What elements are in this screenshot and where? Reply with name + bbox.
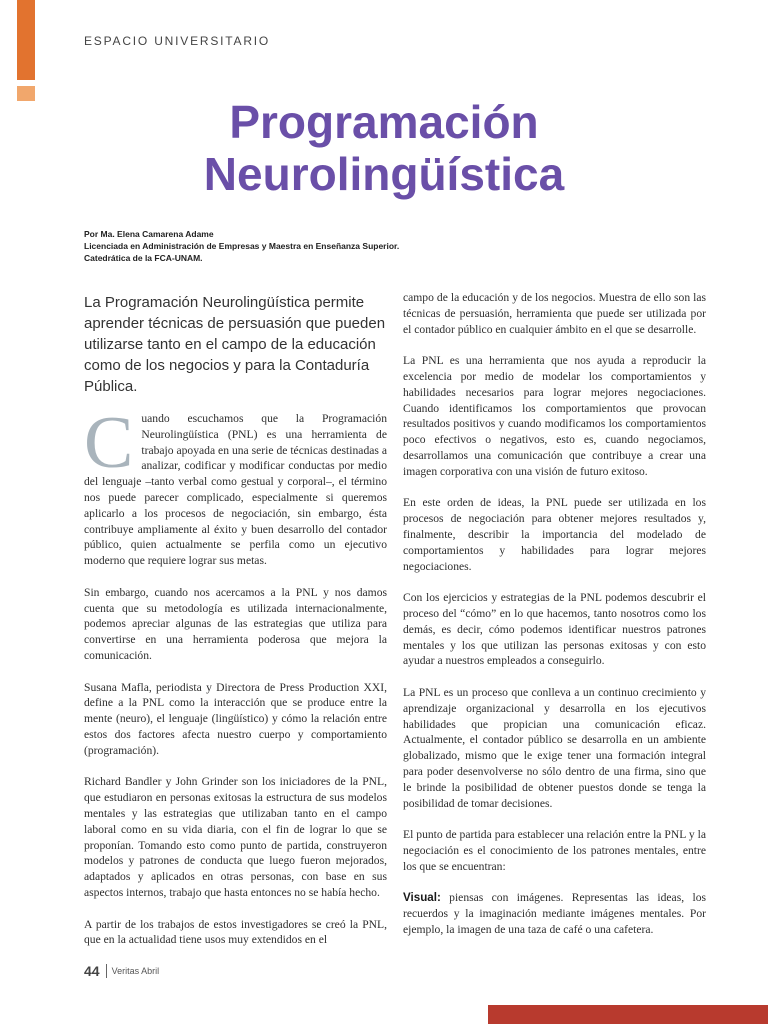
term-visual: Visual:	[403, 891, 441, 905]
left-column	[84, 292, 387, 964]
body-paragraph-8: En este orden de ideas, la PNL puede ser utilizada en los procesos de negociación para obtener mejores resultados y, finalmente, describir la importancia del modelado de comportamientos y habilidades para lograr mejores negociaciones.	[403, 496, 706, 573]
page-number: 44	[84, 963, 100, 979]
body-paragraph-1	[84, 402, 387, 569]
publication-name: Veritas Abril	[111, 966, 160, 976]
body-paragraph-9: Con los ejercicios y estrategias de la PNL podemos descubrir el proceso del “cómo” en lo que hacemos, tanto nosotros como los demás, es decir, cómo podemos identificar nuestros patrones mentales y los que utilizan las personas exitosas y con esto ayudar a nuestros empleados a conseguirlo.	[403, 591, 706, 668]
footer-divider	[106, 964, 107, 978]
drop-cap: C	[84, 402, 134, 484]
body-paragraph-1-text: uando escuchamos que la Programación Neurolingüística (PNL) es una herramienta de trabajo apoyada en una serie de técnicas destinadas a analizar, codificar y modificar conductas por medio del lenguaje –tanto verbal como gestual y corporal–, el término nos puede parecer complicado, especialmente si queremos aplicarlo a los procesos de negociación, sin embargo, ésta contribuye ampliamente al éxito y buen desarrollo del contador público, quien actualmente se perfila como un ejecutivo moderno que requiere lograr sus metas.	[84, 412, 387, 568]
body-paragraph-3: Susana Mafla, periodista y Directora de Press Production XXI, define a la PNL como la interacción que se produce entre la mente (neuro), el lenguaje (lingüístico) y cómo la relación entre estos dos factores afecta nuestro cuerpo y comportamiento (programación).	[84, 680, 387, 757]
lead-paragraph: La Programación Neurolingüística permite aprender técnicas de persuasión que pueden utilizarse tanto en el campo de la educación como de los negocios y para la Contaduría Pública.	[84, 294, 386, 395]
body-paragraph-2: Sin embargo, cuando nos acercamos a la PNL y nos damos cuenta que su metodología es utilizada internacionalmente, podemos apreciar algunas de las estrategias que utiliza para convertirse en una herramienta poderosa que mejora la comunicación.	[84, 585, 387, 662]
author-credential-1: Licenciada en Administración de Empresas y Maestra en Enseñanza Superior.	[84, 241, 400, 251]
article-title	[0, 96, 768, 200]
section-label: ESPACIO UNIVERSITARIO	[84, 34, 271, 48]
body-paragraph-10: La PNL es un proceso que conlleva a un continuo crecimiento y aprendizaje organizacional y desarrolla en los ejecutivos habilidades que propician una comunicación eficaz. Actualmente, el contador público se desarrolla en un ambiente globalizado, mismo que le exige tener una formación integral para poder desenvolverse no sólo dentro de una firma, sino que le brinde la posibilidad de obtener puestos donde se tenga la posibilidad de tomar decisiones.	[403, 685, 706, 810]
author-credential-2: Catedrática de la FCA-UNAM.	[84, 253, 203, 263]
page-footer	[84, 963, 159, 979]
author-name: Por Ma. Elena Camarena Adame	[84, 229, 214, 239]
top-accent-bar	[17, 0, 35, 80]
byline	[84, 228, 464, 264]
body-paragraph-7: La PNL es una herramienta que nos ayuda a reproducir la excelencia por medio de modelar los comportamientos y habilidades necesarios para lograr mejores negociaciones. Cuando identificamos los comportamientos que provocan resultados positivos y cuando modificamos los comportamientos poco efectivos o negativos, esto es, cuando negociamos, desarrollamos una comunicación que contribuye a crear una imagen corporativa con una visión de futuro exitoso.	[403, 354, 706, 478]
term-visual-definition: piensas con imágenes. Representas las ideas, los recuerdos y la imaginación mediante imágenes mentales. Por ejemplo, la imagen de una taza de café o una cafetera.	[403, 891, 706, 936]
title-line-1: Programación	[229, 96, 539, 148]
title-line-2: Neurolingüística	[203, 148, 565, 200]
bottom-accent-bar	[488, 1005, 768, 1024]
body-paragraph-4: Richard Bandler y John Grinder son los iniciadores de la PNL, que estudiaron en personas exitosas la estructura de sus modelos mentales y las estrategias que utilizaban tanto en el campo laboral como en su vida diaria, con el fin de lograr lo que se proponían. Tomando esto como punto de partida, construyeron modelos y patrones de conducta que luego fueron mejorados, adaptados y aplicados en otras personas, con base en sus aspectos internos, trabajo que hasta entonces no se había hecho.	[84, 775, 387, 899]
body-paragraph-5: A partir de los trabajos de estos investigadores se creó la PNL, que en la actualidad tiene usos muy extendidos en el	[84, 917, 387, 947]
body-paragraph-6: campo de la educación y de los negocios. Muestra de ello son las técnicas de persuasión, herramienta que puede ser utilizada por el contador público en cualquier ámbito en el que se desarrolle.	[403, 291, 706, 336]
right-column	[403, 290, 706, 953]
body-paragraph-11: El punto de partida para establecer una relación entre la PNL y la negociación es el conocimiento de los patrones mentales, entre los que se encuentran:	[403, 828, 706, 873]
body-paragraph-12	[403, 890, 706, 937]
